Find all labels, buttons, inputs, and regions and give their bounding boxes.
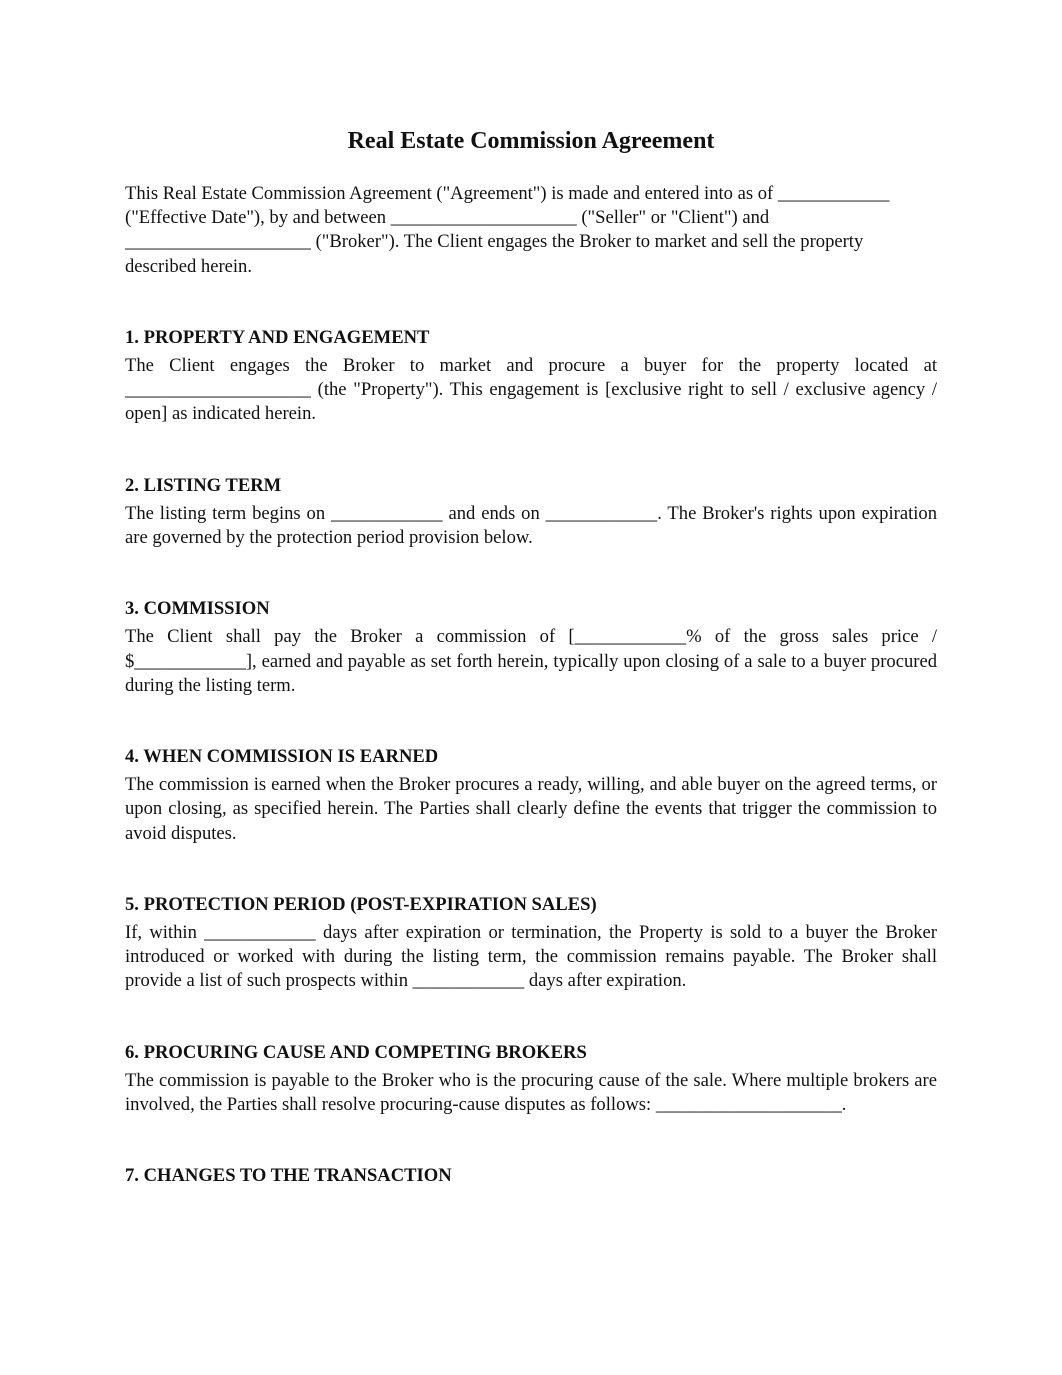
- section-body: If, within ____________ days after expiration or termination, the Property is sold to a buyer the Broker introduced or worked with during the listing term, the commission remains payable. The Broker shall provide a list of such prospects within ____________ days after expiration.: [125, 922, 937, 992]
- document-page: [125, 124, 937, 1235]
- section-body: The commission is earned when the Broker procures a ready, willing, and able buyer on the agreed terms, or upon closing, as specified herein. The Parties shall clearly define the events that trigger the commission to avoid disputes.: [125, 774, 937, 844]
- section-when-commission-earned: [125, 745, 937, 846]
- section-property-engagement: [125, 326, 937, 427]
- section-heading: 7. CHANGES TO THE TRANSACTION: [125, 1165, 452, 1187]
- section-commission: [125, 597, 937, 698]
- section-body: The Client shall pay the Broker a commission of [____________% of the gross sales price / $____________], earned and payable as set forth herein, typically upon closing of a sale to a buyer procured during the listing term.: [125, 626, 937, 696]
- section-heading: 5. PROTECTION PERIOD (POST-EXPIRATION SALES): [125, 893, 597, 915]
- section-heading: 1. PROPERTY AND ENGAGEMENT: [125, 326, 430, 348]
- intro-paragraph: This Real Estate Commission Agreement ("Agreement") is made and entered into as of ____________ ("Effective Date"), by and between ____________________ ("Seller" or "Client") and ____________________ ("Broker"). The Client engages the Broker to market and sell the property described herein.: [125, 183, 890, 277]
- section-body: The Client engages the Broker to market and procure a buyer for the property located at ____________________ (the "Property"). This engagement is [exclusive right to sell / exclusive agency / open] as indicated herein.: [125, 355, 937, 425]
- section-heading: 2. LISTING TERM: [125, 474, 282, 496]
- section-body: The commission is payable to the Broker who is the procuring cause of the sale. Where multiple brokers are involved, the Parties shall resolve procuring-cause disputes as follows: ____________________.: [125, 1069, 937, 1116]
- section-changes-to-transaction: [125, 1164, 937, 1188]
- section-heading: 3. COMMISSION: [125, 598, 270, 620]
- section-heading: 6. PROCURING CAUSE AND COMPETING BROKERS: [125, 1041, 587, 1063]
- section-heading: 4. WHEN COMMISSION IS EARNED: [125, 746, 439, 768]
- section-listing-term: [125, 474, 937, 551]
- section-procuring-cause: [125, 1041, 937, 1118]
- document-title: Real Estate Commission Agreement: [347, 128, 715, 154]
- section-body: The listing term begins on ____________ and ends on ____________. The Broker's rights upon expiration are governed by the protection period provision below.: [125, 502, 937, 549]
- section-protection-period: [125, 893, 937, 994]
